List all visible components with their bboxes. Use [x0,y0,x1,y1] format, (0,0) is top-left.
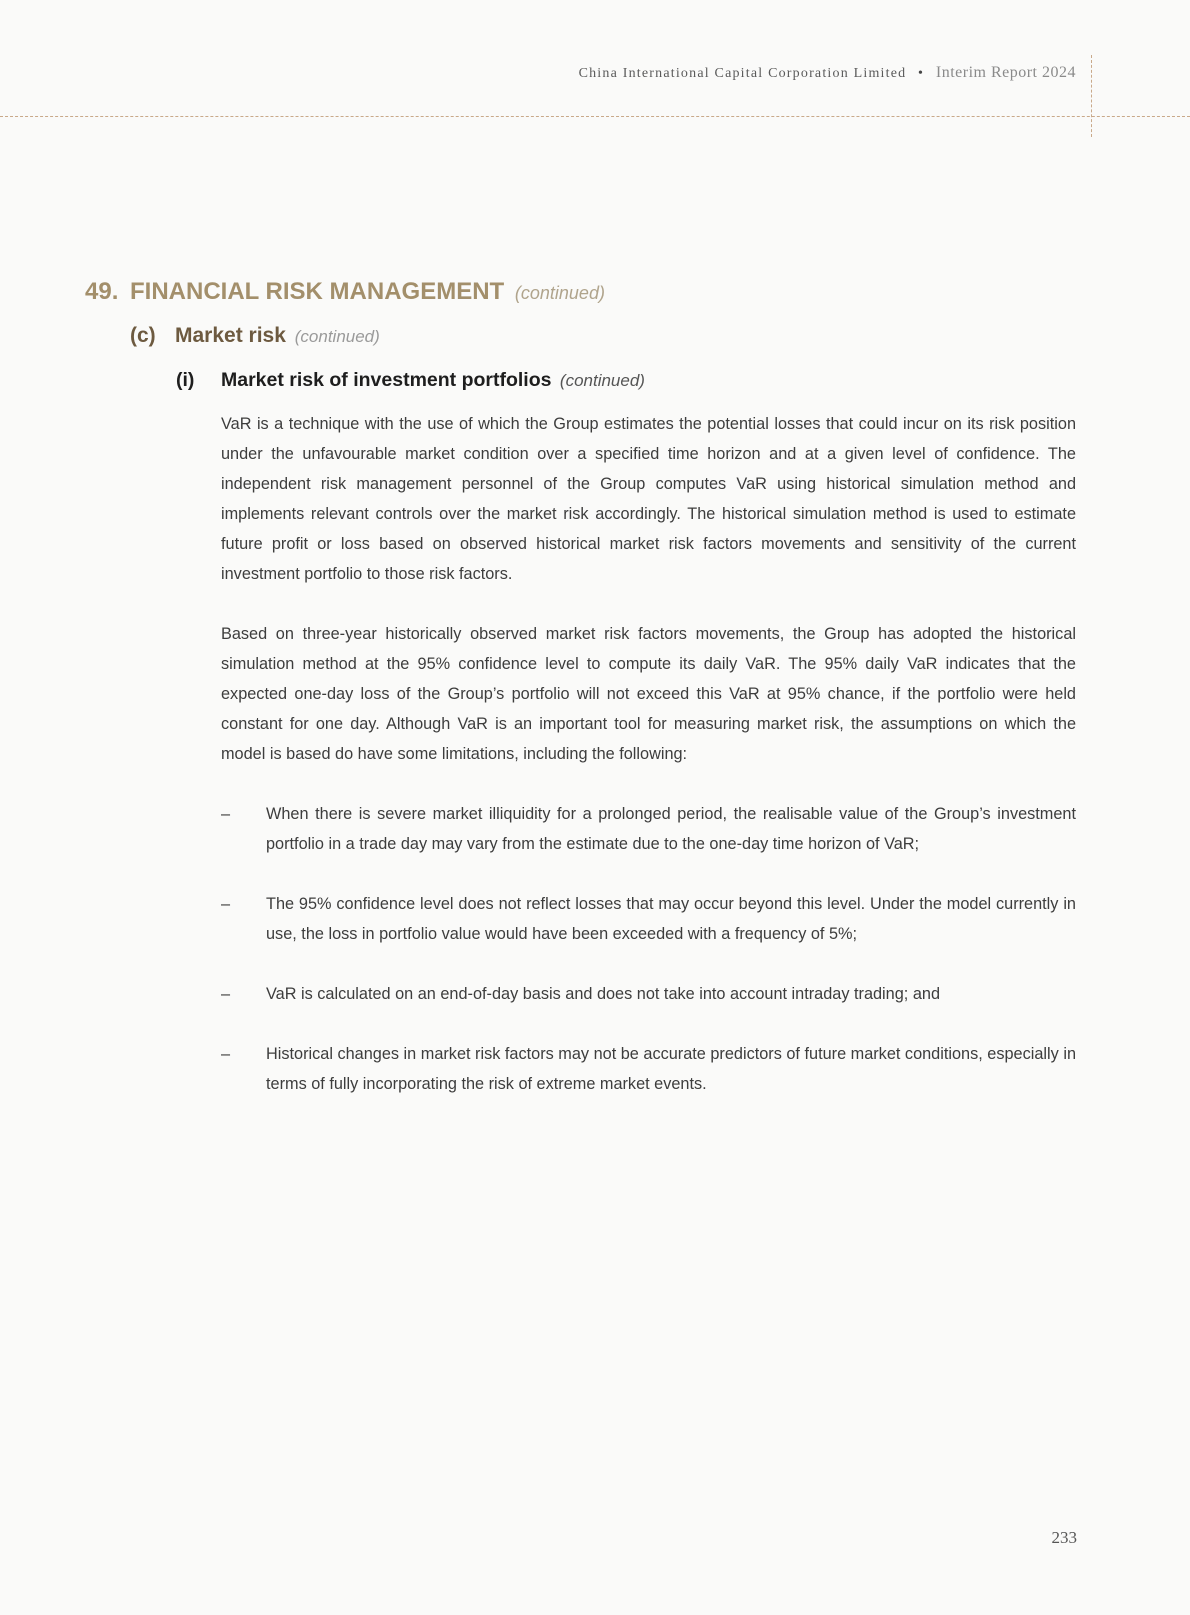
bullet-marker: – [221,1045,231,1063]
list-item-text: The 95% confidence level does not reflect losses that may occur beyond this level. Under the model currently in use, the loss in portfolio value would have been exceeded with a frequency of 5%; [266,895,1076,943]
subsection-title: Market risk [175,324,286,347]
list-item [221,799,1076,859]
company-name: China International Capital Corporation Limited [578,66,907,81]
subsection-heading [130,324,380,348]
bullet-marker: – [221,805,231,823]
list-item [221,889,1076,949]
section-heading [85,278,605,306]
list-item-text: When there is severe market illiquidity for a prolonged period, the realisable value of the Group’s investment portfolio in a trade day may vary from the estimate due to the one-day time horizon of VaR; [266,805,1076,853]
list-item [221,979,1076,1009]
section-continued: (continued) [514,283,605,303]
header-dashed-rule [0,116,1190,117]
list-item [221,1039,1076,1099]
list-item-text: Historical changes in market risk factors may not be accurate predictors of future market conditions, especially in terms of fully incorporating the risk of extreme market events. [266,1045,1076,1093]
subsubsection-heading [176,369,645,392]
running-header [579,64,1076,82]
list-item-text: VaR is calculated on an end-of-day basis and does not take into account intraday trading; and [266,985,940,1003]
header-vertical-rule [1091,55,1092,137]
subsubsection-title: Market risk of investment portfolios [221,369,552,391]
subsection-number: (c) [130,324,156,347]
section-title: FINANCIAL RISK MANAGEMENT [130,278,505,305]
paragraph: VaR is a technique with the use of which the Group estimates the potential losses that could incur on its risk position under the unfavourable market condition over a specified time horizon and at a given level of confidence. The independent risk management personnel of the Group computes VaR using historical simulation method and implements relevant controls over the market risk accordingly. The historical simulation method is used to estimate future profit or loss based on observed historical market risk factors movements and sensitivity of the current investment portfolio to those risk factors. [221,415,1076,583]
section-number: 49. [85,278,119,305]
subsubsection-number: (i) [176,369,195,391]
paragraph: Based on three-year historically observed market risk factors movements, the Group has adopted the historical simulation method at the 95% confidence level to compute its daily VaR. The 95% daily VaR indicates that the expected one-day loss of the Group’s portfolio will not exceed this VaR at 95% chance, if the portfolio were held constant for one day. Although VaR is an important tool for measuring market risk, the assumptions on which the model is based do have some limitations, including the following: [221,625,1076,763]
subsection-continued: (continued) [294,327,380,346]
report-title: Interim Report 2024 [935,64,1076,81]
subsubsection-continued: (continued) [559,371,645,390]
page-number: 233 [1051,1528,1077,1547]
header-separator: • [918,66,925,81]
bullet-marker: – [221,985,231,1003]
bullet-marker: – [221,895,231,913]
